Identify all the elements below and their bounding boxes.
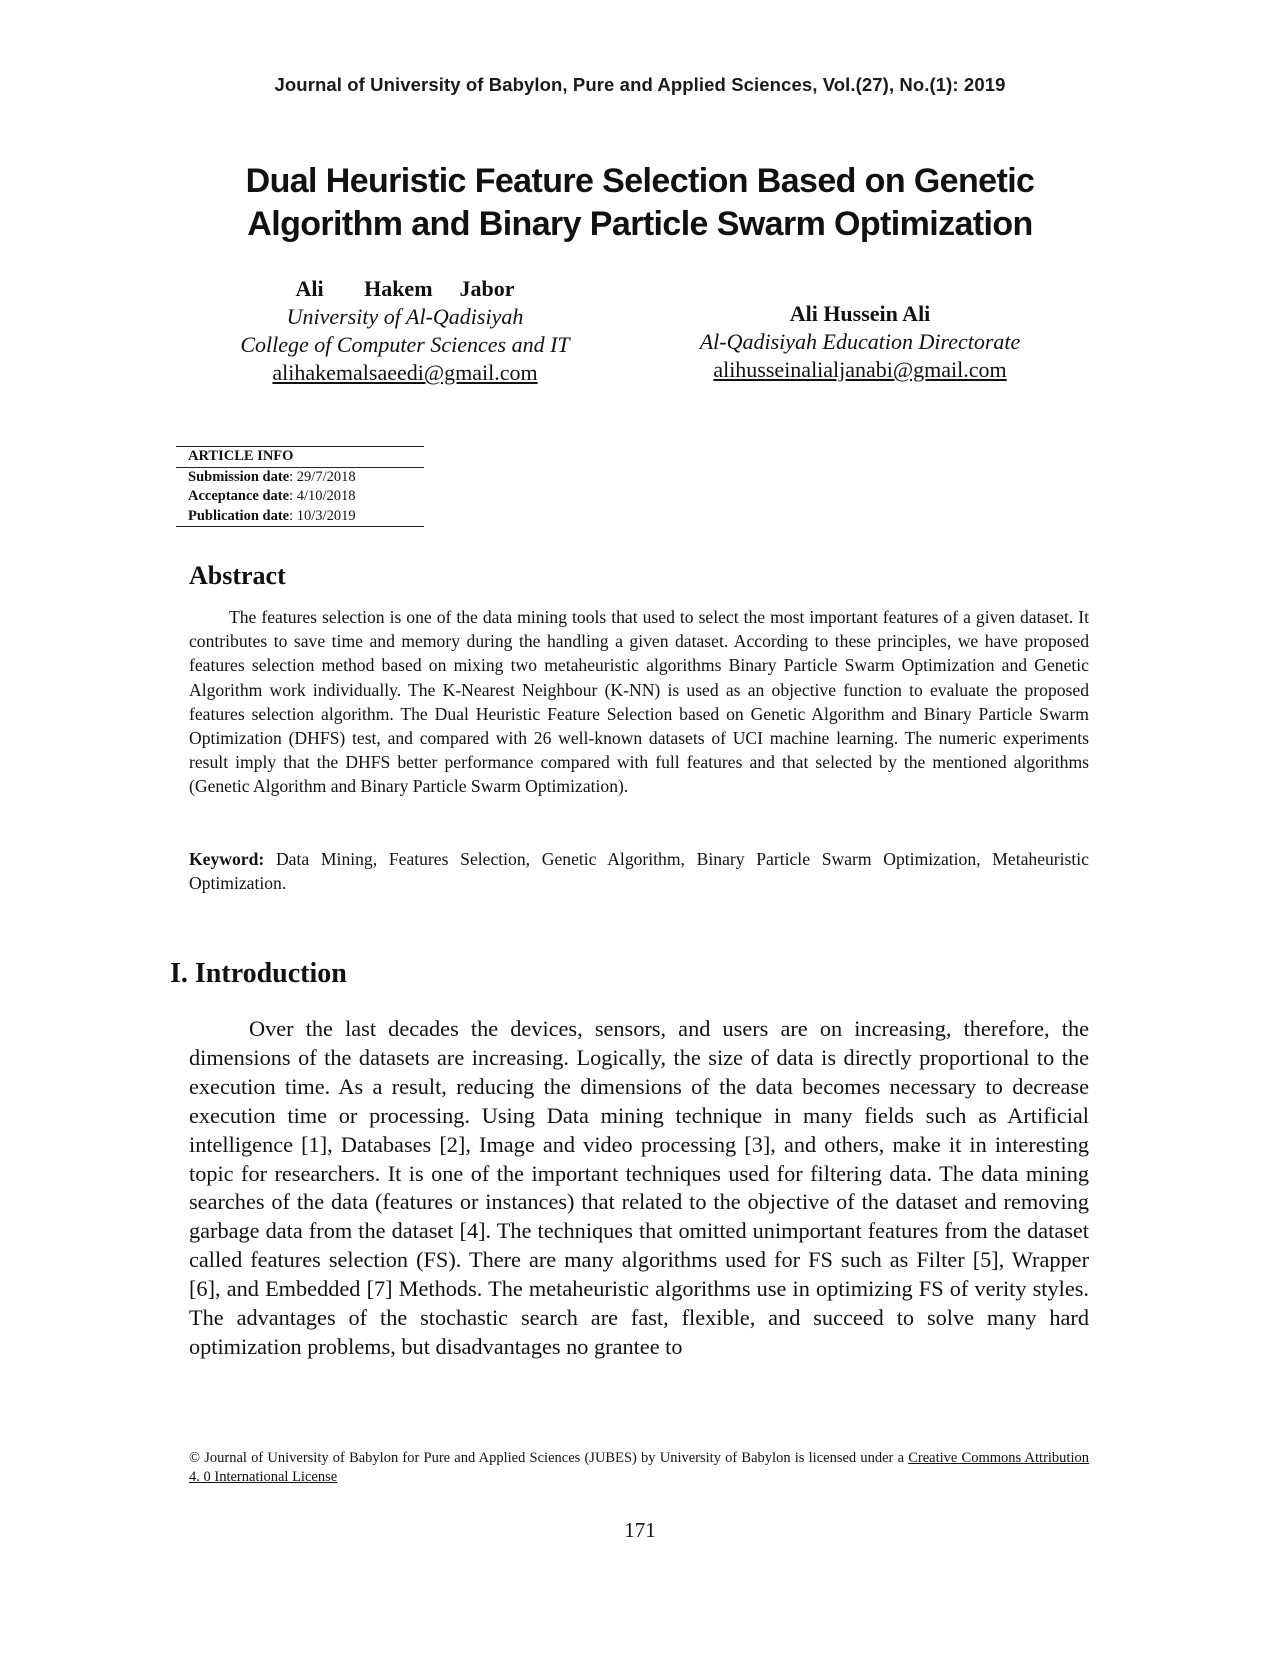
article-info-heading: ARTICLE INFO — [176, 446, 424, 468]
author-email-link[interactable]: alihusseinalialjanabi@gmail.com — [713, 357, 1007, 382]
info-value: : 10/3/2019 — [289, 507, 356, 524]
license-link[interactable]: Creative Commons Attribution 4. 0 International License — [189, 1450, 1089, 1485]
introduction-text: Over the last decades the devices, sensors, and users are on increasing, therefore, the dimensions of the datasets are increasing. Logically, the size of data is directly proportional to the execution time. As a result, reducing the dimensions of the data becomes necessary to decrease execution time or processing. Using Data mining technique in many fields such as Artificial intelligence [1], Databases [2], Image and video processing [3], and others, make it in interesting topic for researchers. It is one of the important techniques used for filtering data. The data mining searches of the data (features or instances) that related to the objective of the dataset and removing garbage data from the dataset [4]. The techniques that omitted unimportant features from the dataset called features selection (FS). There are many algorithms used for FS such as Filter [5], Wrapper [6], and Embedded [7] Methods. The metaheuristic algorithms use in optimizing FS of verity styles. The advantages of the stochastic search are fast, flexible, and succeed to solve many hard optimization problems, but disadvantages no grantee to — [189, 1016, 1089, 1359]
license-text: © Journal of University of Babylon for Pure and Applied Sciences (JUBES) by University of Babylon is licensed under a — [189, 1450, 909, 1466]
author-affiliation: College of Computer Sciences and IT — [240, 332, 570, 357]
info-value: : 29/7/2018 — [289, 468, 356, 485]
title-line-1: Dual Heuristic Feature Selection Based on Genetic — [245, 162, 1035, 200]
introduction-heading: I. Introduction — [170, 958, 347, 989]
title-line-2: Algorithm and Binary Particle Swarm Optimization — [247, 205, 1033, 243]
journal-header: Journal of University of Babylon, Pure and Applied Sciences, Vol.(27), No.(1): 2019 — [274, 74, 1006, 95]
author-block-1 — [190, 275, 620, 387]
info-value: : 4/10/2018 — [289, 488, 356, 504]
acceptance-date — [176, 487, 424, 507]
publication-date — [176, 507, 424, 528]
keywords-text: Data Mining, Features Selection, Genetic Algorithm, Binary Particle Swarm Optimization, Metaheuristic Optimization. — [189, 849, 1089, 894]
author-affiliation: Al-Qadisiyah Education Directorate — [699, 329, 1021, 354]
abstract-text: The features selection is one of the data mining tools that used to select the most important features of a given dataset. It contributes to save time and memory during the handling a given dataset. According to these principles, we have proposed features selection method based on mixing two metaheuristic algorithms Binary Particle Swarm Optimization and Genetic Algorithm work individually. The K-Nearest Neighbour (K-NN) is used as an objective function to evaluate the proposed features selection algorithm. The Dual Heuristic Feature Selection based on Genetic Algorithm and Binary Particle Swarm Optimization (DHFS) test, and compared with 26 well-known datasets of UCI machine learning. The numeric experiments result imply that the DHFS better performance compared with full features and that selected by the mentioned algorithms (Genetic Algorithm and Binary Particle Swarm Optimization). — [189, 607, 1089, 797]
keywords-label: Keyword: — [189, 849, 265, 869]
author-email-link[interactable]: alihakemalsaeedi@gmail.com — [272, 360, 538, 385]
author-name: Ali Hussein Ali — [789, 301, 931, 326]
paper-title — [0, 160, 1280, 246]
submission-date — [176, 468, 424, 488]
info-label: Acceptance date — [188, 488, 290, 504]
keywords — [189, 847, 1089, 895]
abstract-heading: Abstract — [189, 561, 286, 590]
license-footer — [189, 1449, 1089, 1487]
author-block-2 — [660, 300, 1060, 384]
author-affiliation: University of Al-Qadisiyah — [286, 304, 524, 329]
info-label: Publication date — [188, 507, 290, 524]
page-number: 171 — [624, 1518, 656, 1542]
author-name: Ali Hakem Jabor — [295, 276, 515, 301]
info-label: Submission date — [188, 468, 290, 485]
article-info-box — [176, 446, 424, 527]
